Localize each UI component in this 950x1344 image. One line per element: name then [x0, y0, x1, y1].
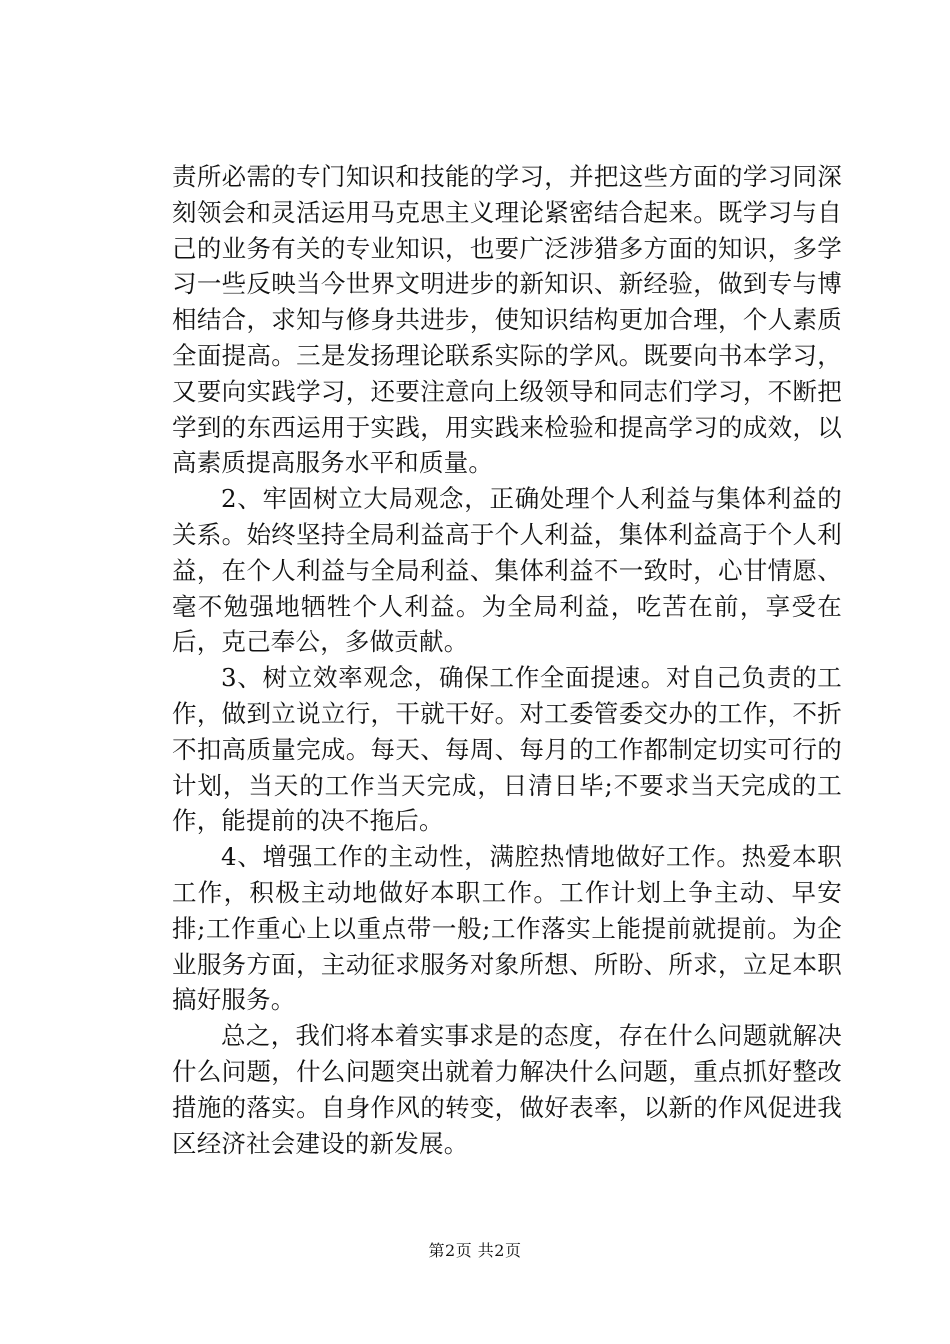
- paragraph-item-2: 2、牢固树立大局观念，正确处理个人利益与集体利益的关系。始终坚持全局利益高于个人利益，集体利益高于个人利益，在个人利益与全局利益、集体利益不一致时，心甘情愿、毫不勉强地牺牲个人利益。为全局利益，吃苦在前，享受在后，克己奉公，多做贡献。: [172, 484, 842, 657]
- page-number-label: 第2页 共2页: [428, 1241, 522, 1260]
- paragraph-continuation: 责所必需的专门知识和技能的学习，并把这些方面的学习同深刻领会和灵活运用马克思主义理论紧密结合起来。既学习与自己的业务有关的专业知识，也要广泛涉猎多方面的知识，多学习一些反映当今世界文明进步的新知识、新经验，做到专与博相结合，求知与修身共进步，使知识结构更加合理，个人素质全面提高。三是发扬理论联系实际的学风。既要向书本学习，又要向实践学习，还要注意向上级领导和同志们学习，不断把学到的东西运用于实践，用实践来检验和提高学习的成效，以高素质提高服务水平和质量。: [172, 162, 842, 478]
- page-footer: [0, 1241, 950, 1261]
- paragraph-item-4: 4、增强工作的主动性，满腔热情地做好工作。热爱本职工作，积极主动地做好本职工作。工作计划上争主动、早安排;工作重心上以重点带一般;工作落实上能提前就提前。为企业服务方面，主动征求服务对象所想、所盼、所求，立足本职搞好服务。: [172, 842, 842, 1015]
- paragraph-conclusion: 总之，我们将本着实事求是的态度，存在什么问题就解决什么问题，什么问题突出就着力解决什么问题，重点抓好整改措施的落实。自身作风的转变，做好表率，以新的作风促进我区经济社会建设的新发展。: [172, 1021, 842, 1158]
- document-body: [172, 159, 842, 1161]
- paragraph-item-3: 3、树立效率观念，确保工作全面提速。对自己负责的工作，做到立说立行，干就干好。对工委管委交办的工作，不折不扣高质量完成。每天、每周、每月的工作都制定切实可行的计划，当天的工作当天完成，日清日毕;不要求当天完成的工作，能提前的决不拖后。: [172, 663, 842, 836]
